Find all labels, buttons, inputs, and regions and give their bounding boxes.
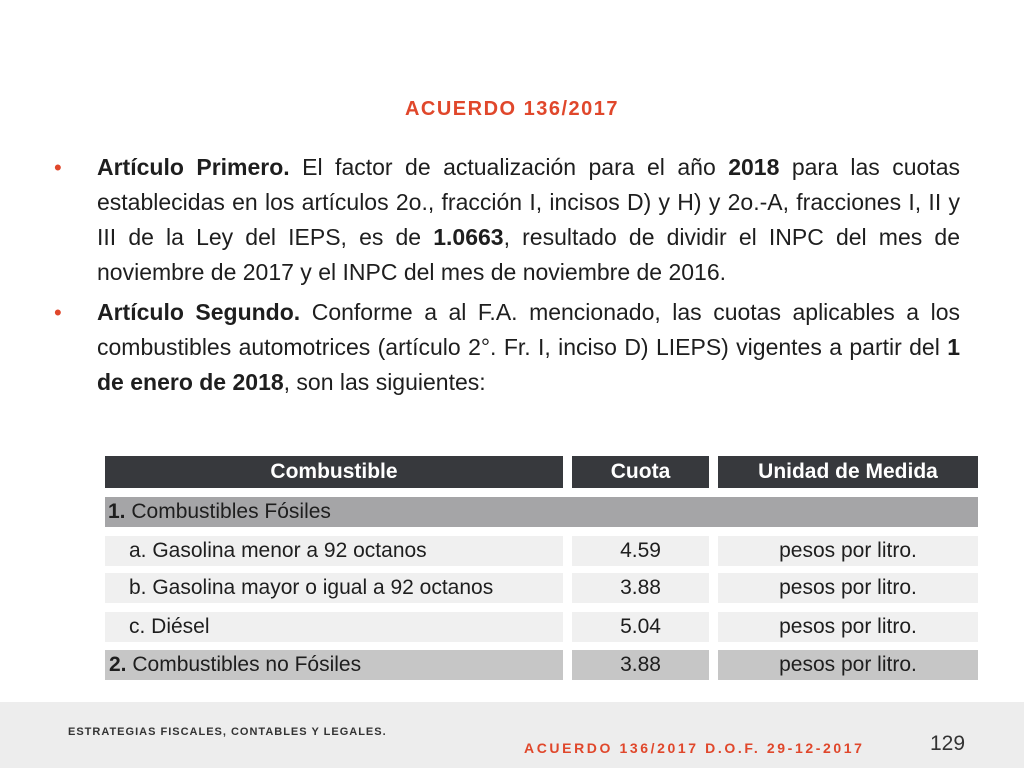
fuel-unidad: pesos por litro. (718, 650, 978, 680)
header-combustible: Combustible (105, 456, 563, 488)
bullet-articulo-segundo (54, 295, 960, 400)
fuel-name: a. Gasolina menor a 92 octanos (105, 536, 563, 566)
bullet-text: , son las siguientes: (283, 369, 486, 395)
bullet-bold-text: 1.0663 (433, 224, 504, 250)
page-number: 129 (930, 732, 966, 755)
bullet-articulo-primero (54, 150, 960, 290)
table-row (105, 612, 978, 642)
header-cuota: Cuota (572, 456, 709, 488)
section-row-fosiles (105, 497, 978, 527)
footer-company: ESTRATEGIAS FISCALES, CONTABLES Y LEGALES. (68, 726, 387, 738)
fuel-unidad: pesos por litro. (718, 536, 978, 566)
section-row-no-fosiles (105, 650, 978, 680)
table-row (105, 573, 978, 603)
bullet-text: El factor de actualización para el año (289, 154, 729, 180)
section-label-cell (105, 650, 563, 680)
bullet-bold-text: 1 de enero de 2018 (97, 334, 960, 395)
fuel-name: c. Diésel (105, 612, 563, 642)
bullet-text: Conforme a al F.A. mencionado, las cuotas aplicables a los combustibles automotrices (artículo 2°. Fr. I, inciso D) LIEPS) vigentes a partir del (97, 299, 960, 360)
section-number: 1. (108, 500, 126, 523)
section-label: Combustibles no Fósiles (126, 653, 362, 676)
bullet-heading: Artículo Segundo. (97, 299, 301, 325)
section-number: 2. (109, 653, 127, 676)
footer-reference: ACUERDO 136/2017 D.O.F. 29-12-2017 (524, 740, 865, 756)
bullet-text: para las cuotas establecidas en los artículos 2o., fracción I, incisos D) y H) y 2o.-A, fracciones I, II y III de la Ley del IEPS, es de (97, 154, 960, 250)
bullet-dot: • (54, 300, 62, 325)
table-row (105, 536, 978, 566)
section-label: Combustibles Fósiles (125, 500, 331, 523)
header-unidad: Unidad de Medida (718, 456, 978, 488)
bullet-dot: • (54, 155, 62, 180)
table-header-row (105, 456, 978, 486)
fuel-cuota: 4.59 (572, 536, 709, 566)
bullet-text: , resultado de dividir el INPC del mes de noviembre de 2017 y el INPC del mes de noviembre de 2016. (97, 224, 960, 285)
fuel-cuota: 3.88 (572, 573, 709, 603)
fuel-unidad: pesos por litro. (718, 573, 978, 603)
page-title: ACUERDO 136/2017 (404, 98, 620, 120)
bullet-bold-text: 2018 (728, 154, 780, 180)
bullet-heading: Artículo Primero. (97, 154, 290, 180)
fuel-name: b. Gasolina mayor o igual a 92 octanos (105, 573, 563, 603)
fuel-cuota: 3.88 (572, 650, 709, 680)
fuel-unidad: pesos por litro. (718, 612, 978, 642)
fuel-cuota: 5.04 (572, 612, 709, 642)
bullet-list (54, 150, 960, 405)
